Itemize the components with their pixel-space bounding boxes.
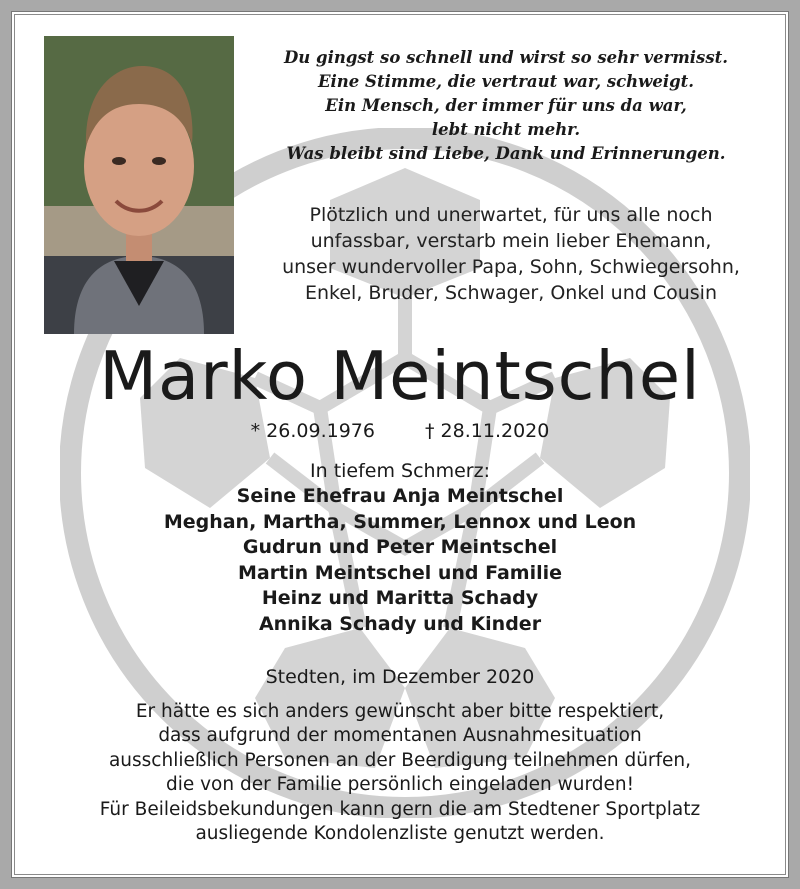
death-announcement-text	[246, 202, 776, 306]
notice-line: Er hätte es sich anders gewünscht aber bitte respektiert,	[135, 701, 665, 722]
poem-line: Du gingst so schnell und wirst so sehr vermisst.	[284, 48, 728, 67]
poem-line: Eine Stimme, die vertraut war, schweigt.	[317, 72, 695, 91]
poem-verse	[256, 46, 756, 166]
place-date: Stedten, im Dezember 2020	[265, 666, 535, 688]
mourner-line: Seine Ehefrau Anja Meintschel	[236, 485, 564, 507]
deceased-name: Marko Meintschel	[99, 337, 701, 415]
mourner-line: Meghan, Martha, Summer, Lennox und Leon	[163, 510, 637, 533]
life-dates	[0, 418, 800, 444]
birth-date: * 26.09.1976	[250, 420, 375, 442]
intro-line: unfassbar, verstarb mein lieber Ehemann,	[310, 230, 712, 252]
portrait-photo	[44, 36, 234, 334]
poem-line: Ein Mensch, der immer für uns da war,	[325, 96, 687, 115]
mourners-lead: In tiefem Schmerz:	[310, 460, 490, 482]
notice-line: ausschließlich Personen an der Beerdigung teilnehmen dürfen,	[108, 749, 692, 771]
death-date: † 28.11.2020	[425, 420, 550, 442]
mourner-line: Martin Meintschel und Familie	[237, 561, 563, 584]
poem-line: lebt nicht mehr.	[431, 120, 581, 139]
notice-line: ausliegende Kondolenzliste genutzt werden.	[195, 823, 605, 845]
mourner-line: Gudrun und Peter Meintschel	[242, 536, 558, 558]
mourner-line: Heinz und Maritta Schady	[261, 587, 539, 609]
notice-line: Für Beileidsbekundungen kann gern die am Stedtener Sportplatz	[99, 798, 701, 820]
notice-line: dass aufgrund der momentanen Ausnahmesituation	[158, 725, 642, 747]
intro-line: Plötzlich und unerwartet, für uns alle noch	[309, 204, 713, 226]
intro-line: Enkel, Bruder, Schwager, Onkel und Cousin	[305, 282, 717, 304]
mourners-list	[0, 458, 800, 637]
funeral-notice	[40, 700, 760, 846]
intro-line: unser wundervoller Papa, Sohn, Schwiegersohn,	[282, 256, 740, 278]
notice-line: die von der Familie persönlich eingeladen wurden!	[165, 774, 635, 796]
mourner-line: Annika Schady und Kinder	[258, 612, 542, 635]
poem-line: Was bleibt sind Liebe, Dank und Erinnerungen.	[286, 144, 726, 163]
